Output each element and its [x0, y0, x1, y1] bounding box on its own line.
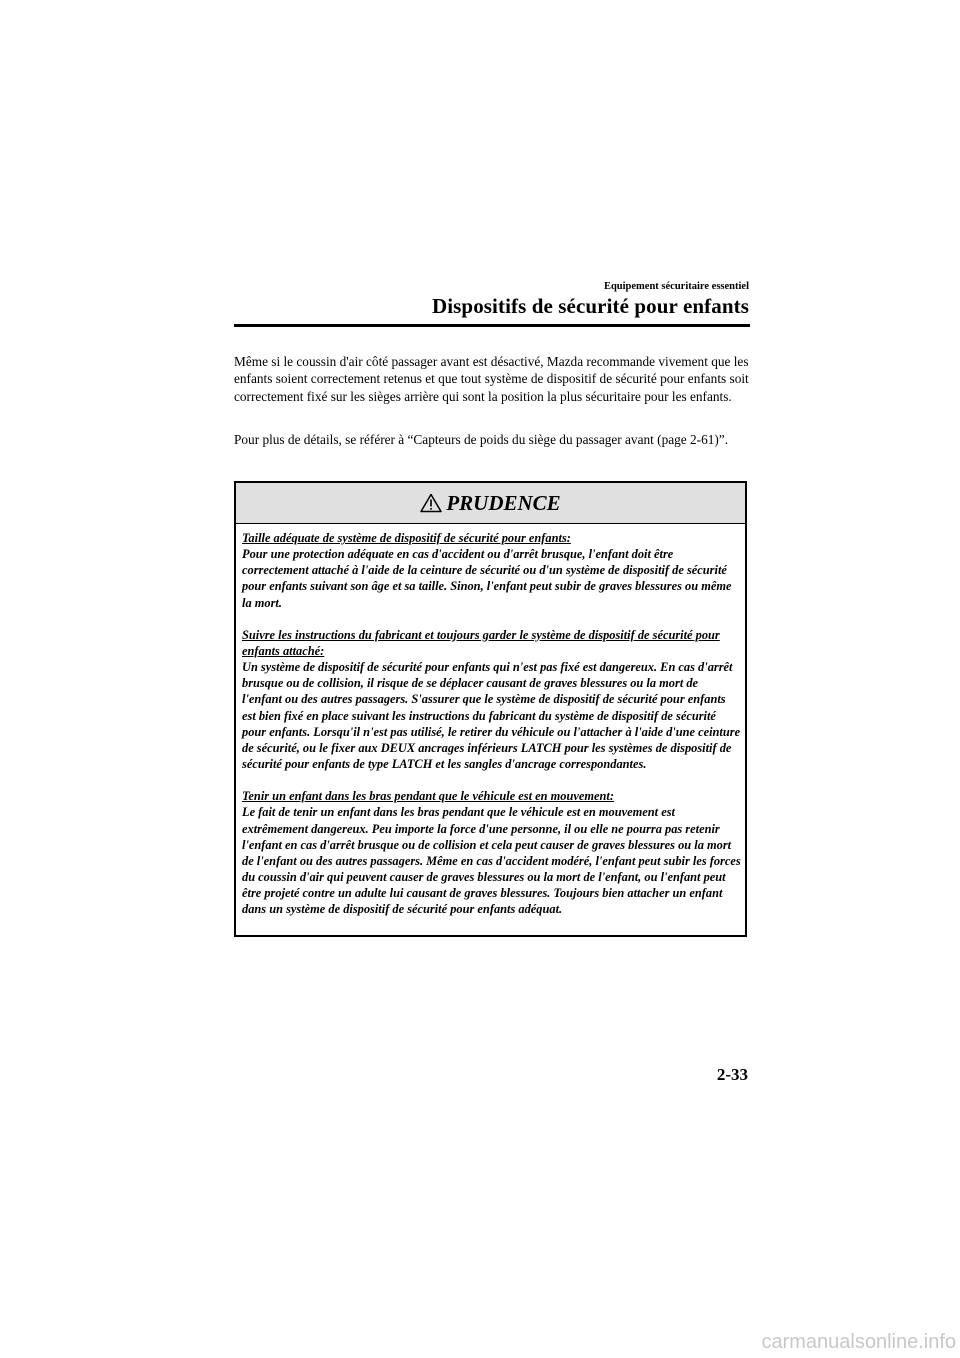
warning-section-text: Un système de dispositif de sécurité pour enfants qui n'est pas fixé est dangereux. En cas d'arrêt brusque ou de collision, il risque de se déplacer causant de graves blessures ou la mort de l'enfant ou des autres passagers. S'assurer que le système de dispositif de sécurité pour enfants est bien fixé en place suivant les instructions du fabricant du système de dispositif de sécurité pour enfants. Lorsqu'il n'est pas utilisé, le retirer du véhicule ou l'attacher à l'aide d'une ceinture de sécurité, ou le fixer aux DEUX ancrages inférieurs LATCH pour les systèmes de dispositif de sécurité pour enfants de type LATCH et les sangles d'ancrage correspondantes. — [242, 660, 741, 772]
body-paragraph-1: Même si le coussin d'air côté passager avant est désactivé, Mazda recommande vivement que les enfants soient correctement retenus et que tout système de dispositif de sécurité pour enfants soit correctement fixé sur les sièges arrière qui sont la position la plus sécuritaire pour les enfants. — [234, 354, 749, 404]
header-divider — [234, 324, 750, 327]
warning-triangle-icon — [420, 493, 442, 513]
warning-section-text: Pour une protection adéquate en cas d'accident ou d'arrêt brusque, l'enfant doit être correctement attaché à l'aide de la ceinture de sécurité ou d'un système de dispositif de sécurité pour enfants suivant son âge et sa taille. Sinon, l'enfant peut subir de graves blessures ou même la mort. — [242, 547, 732, 610]
watermark: carmanualsonline.info — [761, 1331, 956, 1353]
warning-header — [236, 483, 745, 524]
page-number: 2-33 — [716, 1065, 748, 1084]
warning-section — [242, 530, 741, 611]
warning-section — [242, 627, 741, 772]
warning-section — [242, 788, 741, 917]
body-paragraph-2: Pour plus de détails, se référer à “Capteurs de poids du siège du passager avant (page 2-61)”. — [234, 432, 729, 447]
warning-body — [236, 524, 745, 917]
header-section-label: Equipement sécuritaire essentiel — [603, 281, 749, 292]
warning-section-heading: Suivre les instructions du fabricant et toujours garder le système de dispositif de sécurité pour enfants attaché: — [242, 627, 720, 658]
warning-box — [234, 481, 747, 937]
warning-section-heading: Tenir un enfant dans les bras pendant que le véhicule est en mouvement: — [242, 789, 614, 804]
warning-section-heading: Taille adéquate de système de dispositif de sécurité pour enfants: — [242, 531, 571, 545]
page-title: Dispositifs de sécurité pour enfants — [431, 294, 749, 318]
warning-title: PRUDENCE — [446, 490, 561, 515]
warning-section-text: Le fait de tenir un enfant dans les bras pendant que le véhicule est en mouvement est extrêmement dangereux. Peu importe la force d'une personne, il ou elle ne pourra pas retenir l'enfant en cas d'arrêt brusque ou de collision et cela peut causer de graves blessures ou la mort de l'enfant ou des autres passagers. Même en cas d'accident modéré, l'enfant peut subir les forces du coussin d'air qui peuvent causer de graves blessures ou la mort de l'enfant, ou l'enfant peut être projeté contre un adulte lui causant de graves blessures. Toujours bien attacher un enfant dans un système de dispositif de sécurité pour enfants adéquat. — [242, 805, 741, 917]
